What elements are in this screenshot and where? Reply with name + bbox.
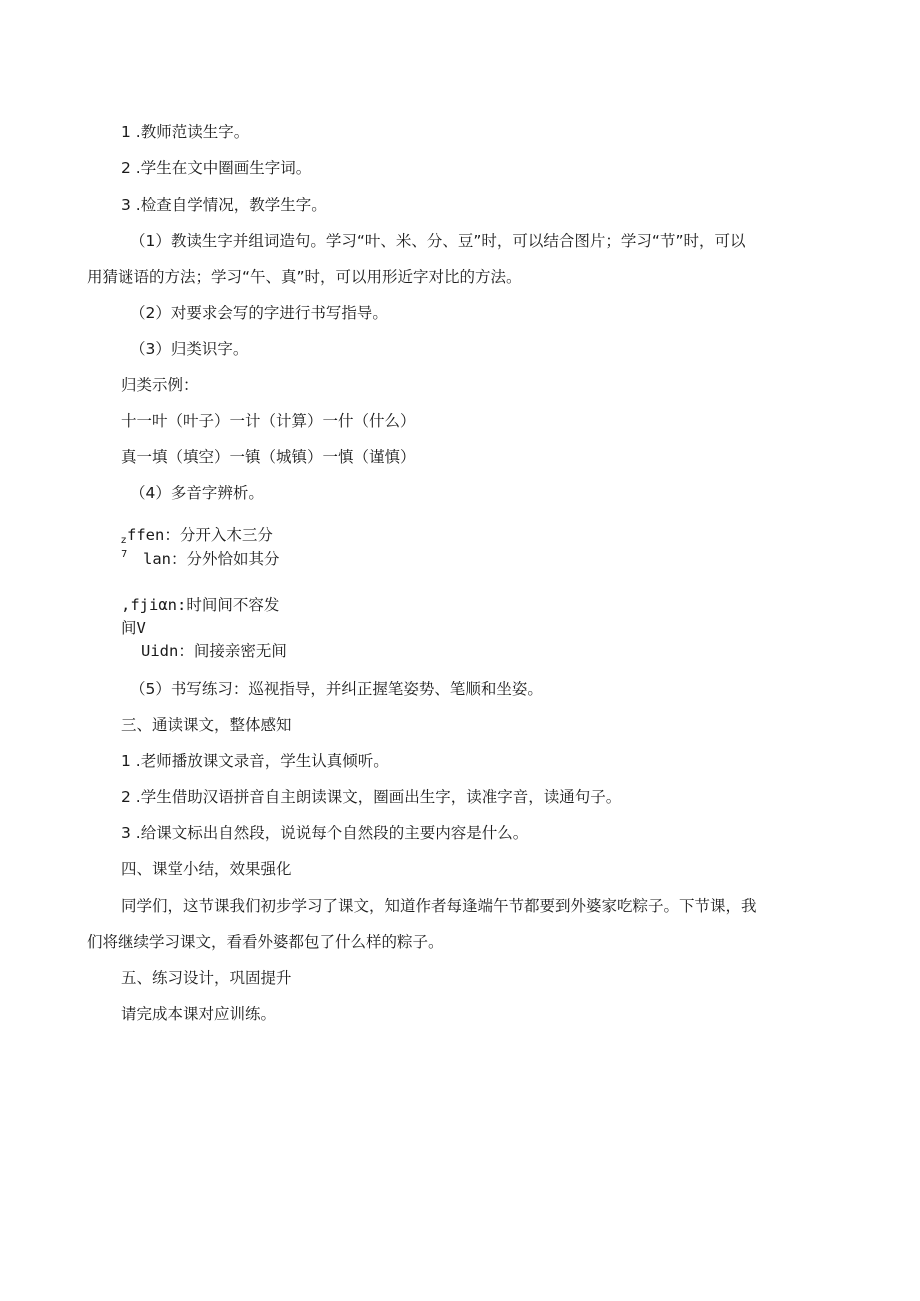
step-2: 2 .学生在文中圈画生字词。 bbox=[121, 159, 312, 177]
paragraph-1-line-2: 用猜谜语的方法；学习“午、真”时，可以用形近字对比的方法。 bbox=[87, 268, 522, 286]
section-3-heading: 三、通读课文，整体感知 bbox=[121, 716, 292, 734]
paragraph-2: （2）对要求会写的字进行书写指导。 bbox=[130, 304, 388, 322]
polyphone-jian-char: 间V bbox=[121, 619, 146, 637]
example-1: 十一叶（叶子）一计（计算）一什（什么） bbox=[121, 412, 416, 430]
summary-line-1: 同学们，这节课我们初步学习了课文，知道作者每逢端午节都要到外婆家吃粽子。下节课，我 bbox=[121, 897, 757, 915]
paragraph-3: （3）归类识字。 bbox=[130, 340, 249, 358]
polyphone-jian-1: ,fjiαn:时间间不容发 bbox=[121, 596, 280, 614]
section-3-step-2: 2 .学生借助汉语拼音自主朗读课文，圈画出生字，读准字音，读通句子。 bbox=[121, 788, 622, 806]
paragraph-1-line-1: （1）教读生字并组词造句。学习“叶、米、分、豆”时，可以结合图片；学习“节”时，可以 bbox=[130, 232, 746, 250]
pinyin-mark-z: z bbox=[121, 535, 127, 546]
summary-line-2: 们将继续学习课文，看看外婆都包了什么样的粽子。 bbox=[87, 933, 444, 951]
polyphone-jian-2: Uidn：间接亲密无间 bbox=[141, 642, 287, 660]
section-3-step-1: 1 .老师播放课文录音，学生认真倾听。 bbox=[121, 752, 389, 770]
step-1: 1 .教师范读生字。 bbox=[121, 123, 250, 141]
example-2: 真一填（填空）一镇（城镇）一慎（谨慎） bbox=[121, 448, 416, 466]
example-title: 归类示例： bbox=[121, 376, 199, 394]
exercise-instruction: 请完成本课对应训练。 bbox=[121, 1005, 277, 1023]
pinyin-mark-7: 7 bbox=[121, 549, 128, 560]
step-3: 3 .检查自学情况，教学生字。 bbox=[121, 196, 327, 214]
section-3-step-3: 3 .给课文标出自然段，说说每个自然段的主要内容是什么。 bbox=[121, 824, 529, 842]
section-4-heading: 四、课堂小结，效果强化 bbox=[121, 860, 292, 878]
section-5-heading: 五、练习设计，巩固提升 bbox=[121, 969, 292, 987]
paragraph-5: （5）书写练习：巡视指导，并纠正握笔姿势、笔顺和坐姿。 bbox=[130, 680, 543, 698]
polyphone-fen-1: ffen：分开入木三分 bbox=[127, 526, 273, 544]
paragraph-4: （4）多音字辨析。 bbox=[130, 484, 264, 502]
polyphone-fen-2: lan：分外恰如其分 bbox=[143, 550, 280, 568]
